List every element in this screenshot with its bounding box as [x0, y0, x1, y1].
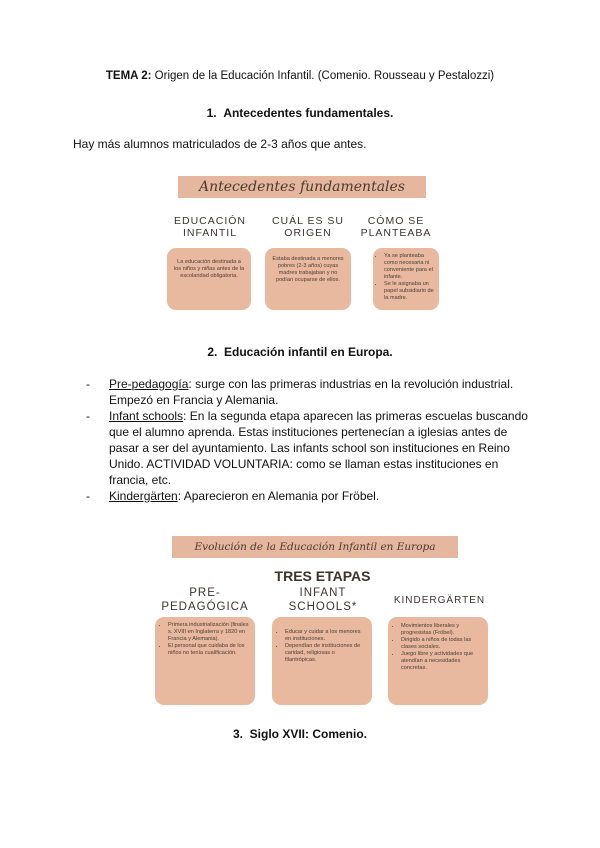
- list-item: • Juego libre y actividades que atendían a necesidades concretas.: [401, 651, 483, 672]
- section-heading-3: [0, 727, 600, 741]
- column-title: KINDERGÄRTEN: [393, 595, 486, 606]
- evolucion-infographic: [150, 533, 495, 711]
- list-item: • Educar y cuidar a los menores en instituciones.: [285, 629, 367, 643]
- stages-list: [88, 376, 528, 504]
- section-title: Antecedentes fundamentales.: [223, 106, 394, 120]
- section-number: 2.: [207, 345, 218, 359]
- column-title: INFANT SCHOOLS*: [288, 587, 358, 613]
- section-number: 3.: [232, 727, 243, 741]
- column-title: CUÁL ES SU ORIGEN: [271, 215, 345, 239]
- list-item: • Dirigido a niños de todas las clases sociales.: [401, 637, 483, 651]
- section-number: 1.: [206, 106, 217, 120]
- list-item: • Se le asignaba un papel subsidiario de la madre.: [384, 281, 436, 302]
- term-pre-pedagogia: Pre-pedagogía: [109, 377, 189, 391]
- list-item: - Pre-pedagogía: surge con las primeras industrias en la revolución industrial. Empezó en Francia y Alemania.: [86, 377, 514, 407]
- info-card: Estaba destinada a menores pobres (2-3 años) cuyas madres trabajaban y no podían ocuparse de ellos.: [265, 248, 351, 310]
- list-item: - Kindergärten: Aparecieron en Alemania por Fröbel.: [86, 489, 380, 503]
- column-title: EDUCACIÓN INFANTIL: [173, 215, 246, 239]
- info-card: La educación destinada a los niños y niñas antes de la escolaridad obligatoria.: [167, 248, 251, 310]
- info-card: [388, 617, 488, 705]
- tema-label: TEMA 2:: [105, 70, 152, 82]
- subtitle: TRES ETAPAS: [274, 568, 371, 584]
- infographic-banner: Antecedentes fundamentales: [178, 176, 426, 198]
- info-card: [373, 248, 439, 310]
- info-card: [272, 617, 372, 705]
- column-title: PRE- PEDAGÓGICA: [161, 587, 249, 613]
- column-title: CÓMO SE PLANTEABA: [360, 215, 432, 239]
- section-title: Siglo XVII: Comenio.: [249, 727, 368, 741]
- term-infant-schools: Infant schools: [109, 409, 184, 423]
- infographic-banner: Evolución de la Educación Infantil en Europa: [172, 536, 458, 558]
- section-heading-1: [0, 106, 600, 120]
- list-item: - Infant schools: En la segunda etapa aparecen las primeras escuelas buscando que el alumno aprenda. Estas instituciones pertenecían a iglesias antes de pasar a ser del ayuntamiento. Las infants school son instituciones en Reino Unido. ACTIVIDAD VOLUNTARIA: como se llaman estas instituciones en francia, etc.: [86, 409, 528, 487]
- list-item: • Primera industrialización (finales s. XVIII en Inglaterra y 1820 en Francia y Alemania).: [168, 622, 250, 643]
- list-item: • El personal que cuidaba de los niños no tenía cualificación.: [168, 643, 250, 657]
- intro-paragraph: Hay más alumnos matriculados de 2-3 años que antes.: [73, 137, 367, 151]
- list-item: • Dependían de instituciones de caridad, religiosas o filantrópicas.: [285, 643, 367, 664]
- info-card: [155, 617, 255, 705]
- list-item: • Movimientos liberales y progresistas (Fröbel).: [401, 623, 483, 637]
- section-heading-2: [0, 345, 600, 359]
- term-kindergarten: Kindergärten: [109, 489, 178, 503]
- document-title: [0, 70, 600, 82]
- section-title: Educación infantil en Europa.: [224, 345, 393, 359]
- list-item: • Ya se planteaba como necesaria ni conveniente para el infante.: [384, 253, 436, 281]
- tema-text: Origen de la Educación Infantil. (Comenio. Rousseau y Pestalozzi): [154, 70, 495, 82]
- antecedentes-infographic: [165, 170, 437, 322]
